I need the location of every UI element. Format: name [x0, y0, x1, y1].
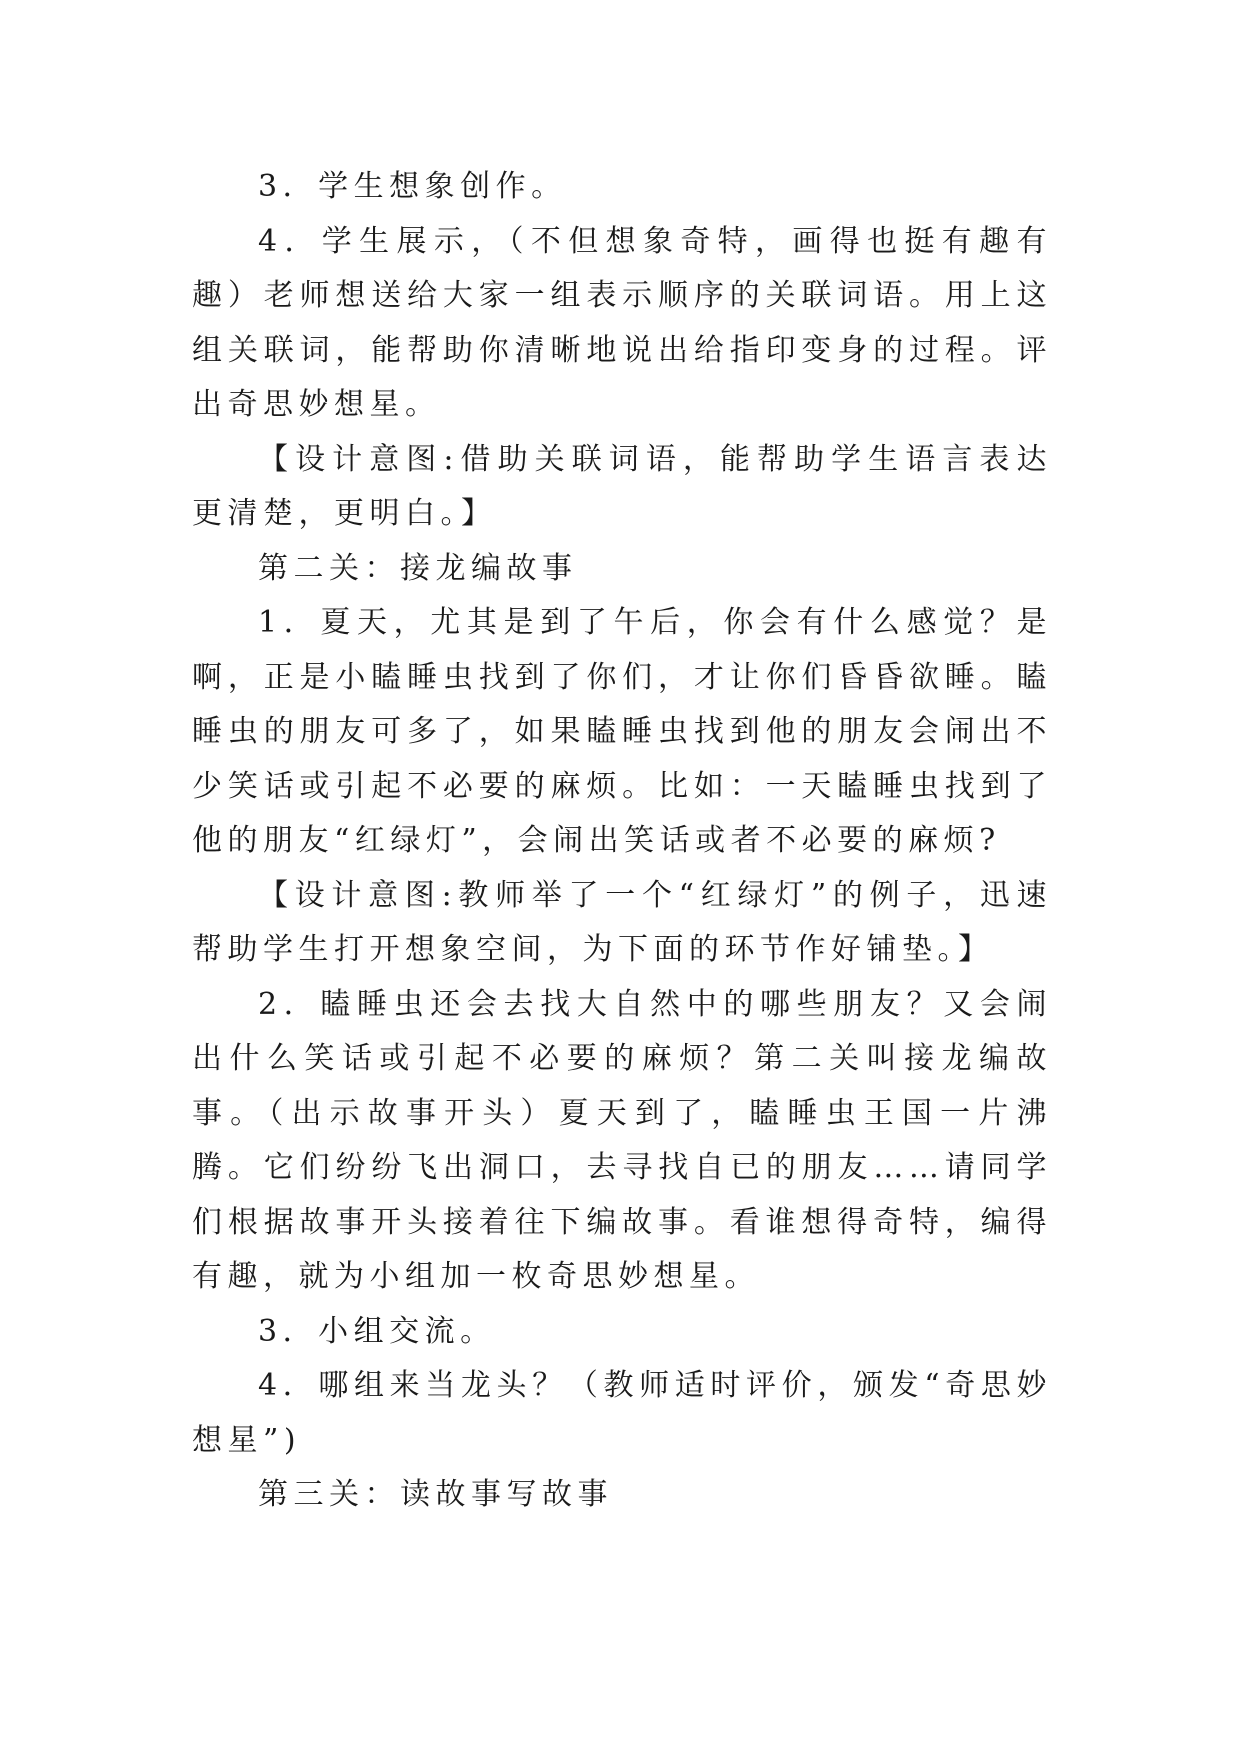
paragraph-step-4-showcase: 4．学生展示，（不但想象奇特，画得也挺有趣有趣）老师想送给大家一组表示顺序的关联词语。用上这组关联词，能帮助你清晰地说出给指印变身的过程。评出奇思妙想星。	[192, 223, 1052, 422]
paragraph-step-3-create: 3．学生想象创作。	[258, 169, 567, 204]
paragraph-level2-step-3: 3．小组交流。	[258, 1313, 496, 1349]
document-body	[192, 160, 1052, 1523]
paragraph-design-intent-1: 【设计意图:借助关联词语，能帮助学生语言表达更清楚，更明白。】	[192, 441, 1052, 531]
paragraph-level2-step-1: 1．夏天，尤其是到了午后，你会有什么感觉？是啊，正是小瞌睡虫找到了你们，才让你们昏昏欲睡。瞌睡虫的朋友可多了，如果瞌睡虫找到他的朋友会闹出不少笑话或引起不必要的麻烦。比如：一天瞌睡虫找到了他的朋友“红绿灯”，会闹出笑话或者不必要的麻烦?	[192, 605, 1052, 858]
heading-level-2: 第二关：接龙编故事	[258, 550, 578, 586]
paragraph-design-intent-2: 【设计意图:教师举了一个“红绿灯”的例子，迅速帮助学生打开想象空间，为下面的环节作好铺垫。】	[192, 877, 1052, 967]
heading-level-3: 第三关：读故事写故事	[258, 1477, 613, 1512]
paragraph-level2-step-4: 4．哪组来当龙头？（教师适时评价，颁发“奇思妙想星”)	[192, 1368, 1052, 1458]
paragraph-level2-step-2: 2．瞌睡虫还会去找大自然中的哪些朋友？又会闹出什么笑话或引起不必要的麻烦？第二关叫接龙编故事。（出示故事开头）夏天到了，瞌睡虫王国一片沸腾。它们纷纷飞出洞口，去寻找自已的朋友……请同学们根据故事开头接着往下编故事。看谁想得奇特，编得有趣，就为小组加一枚奇思妙想星。	[192, 986, 1052, 1294]
